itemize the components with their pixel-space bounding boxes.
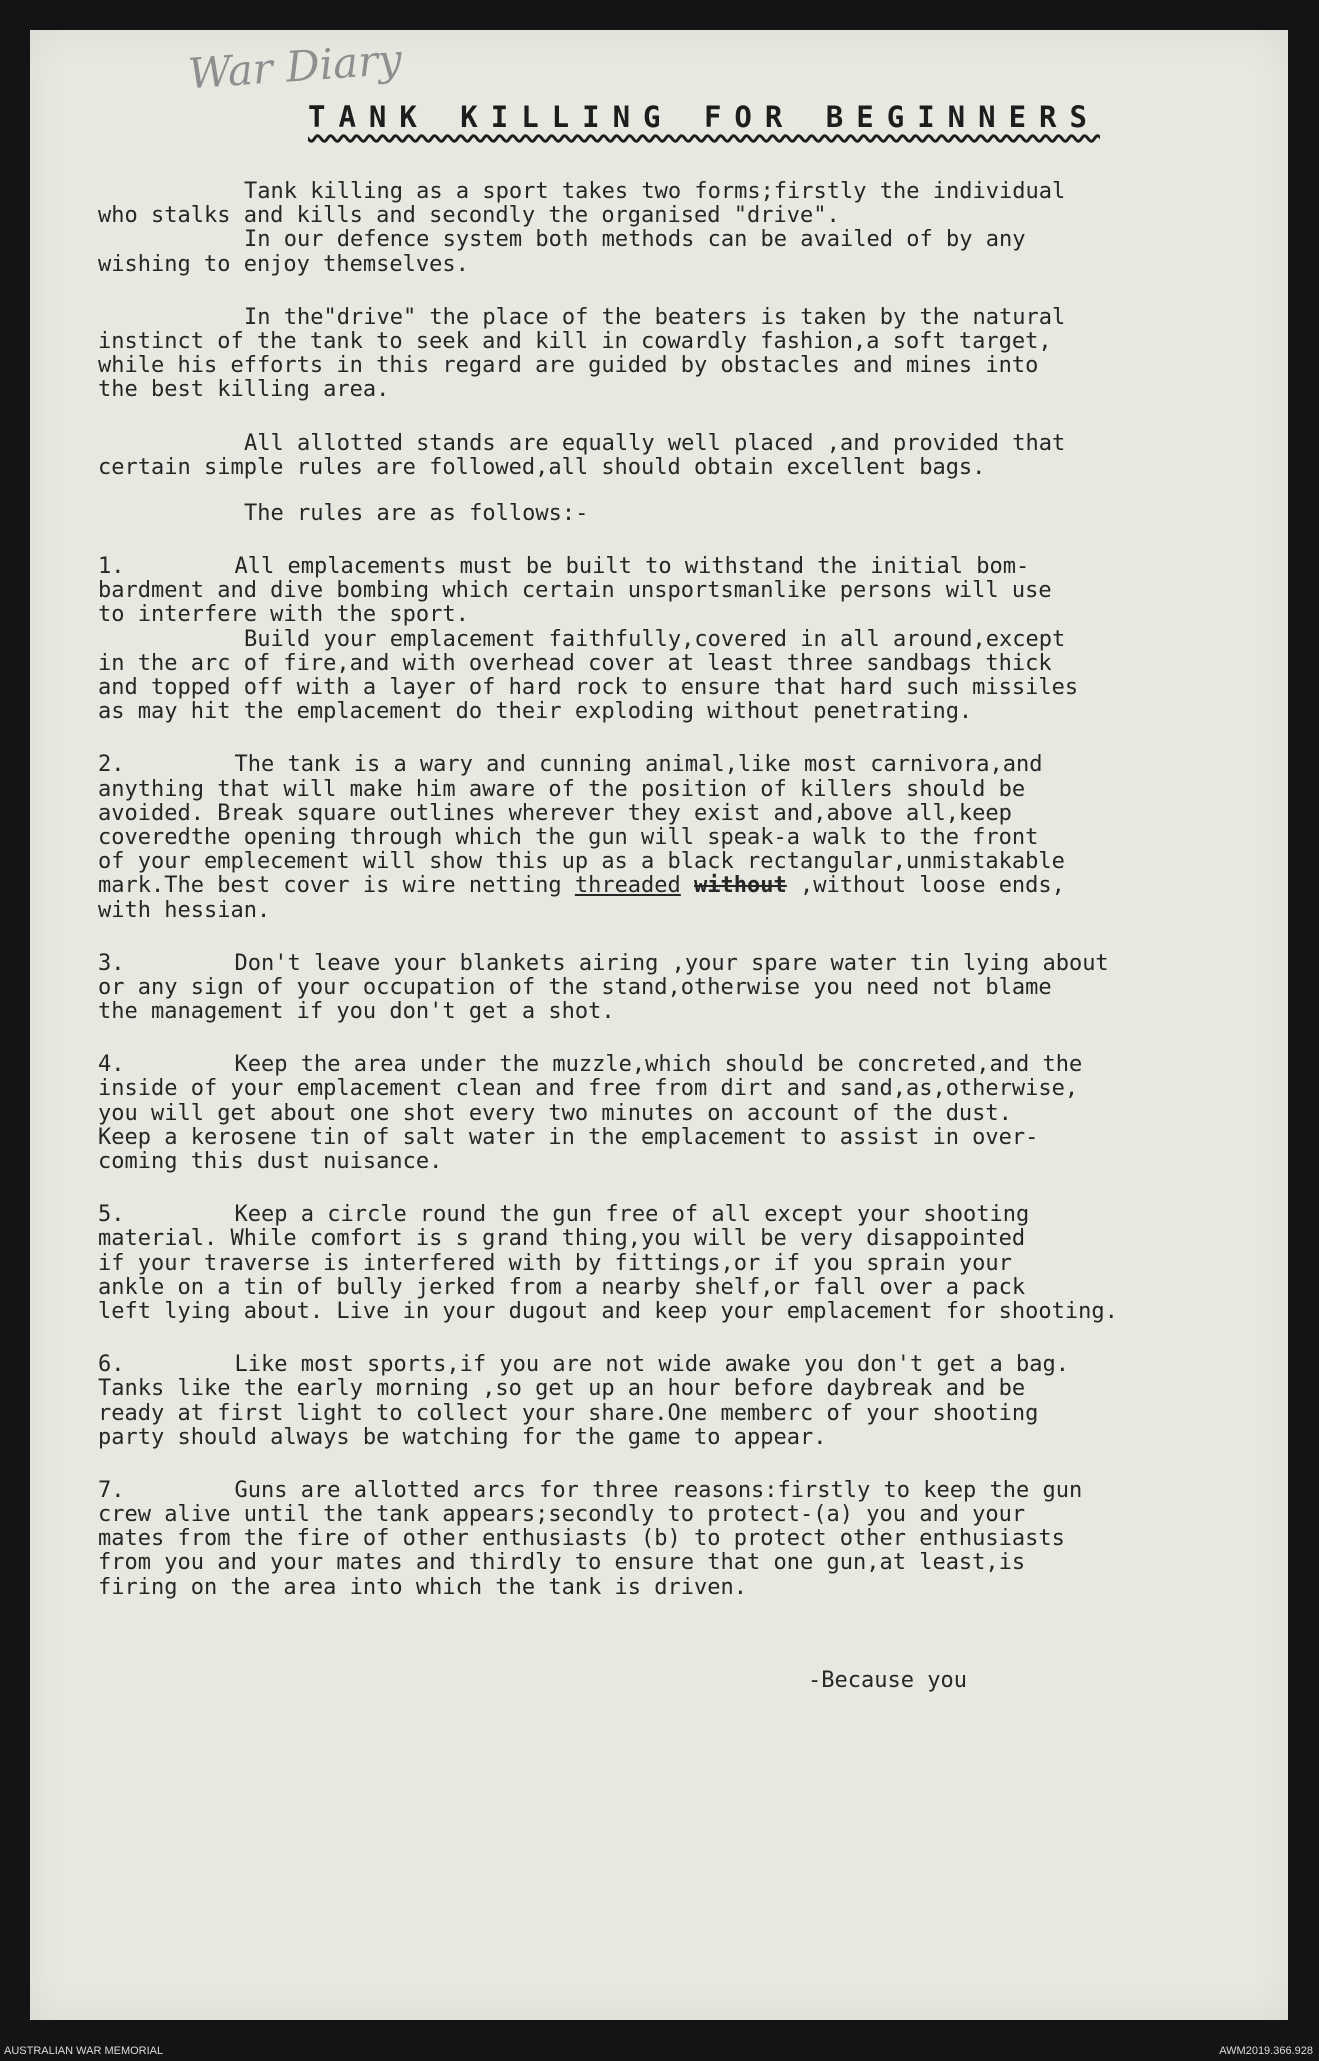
footer-institution: AUSTRALIAN WAR MEMORIAL	[4, 2045, 164, 2057]
rule-4-line: Keep a kerosene tin of salt water in the emplacement to assist in over-	[98, 1124, 1039, 1150]
rule-5-line: material. While comfort is s grand thing,you will be very disappointed	[98, 1226, 1026, 1252]
rule-6-line: 6. Like most sports,if you are not wide awake you don't get a bag.	[98, 1352, 1069, 1378]
intro-line: wishing to enjoy themselves.	[98, 251, 469, 277]
rule-7-line: mates from the fire of other enthusiasts (b) to protect other enthusiasts	[98, 1526, 1065, 1552]
rule-2-line: coveredthe opening through which the gun will speak-a walk to the front	[98, 824, 1039, 850]
intro-line: In our defence system both methods can be availed of by any	[244, 227, 1026, 253]
rule-2-line: mark.The best cover is wire netting threaded without ,without loose ends,	[98, 873, 1065, 899]
rule-5-line: ankle on a tin of bully jerked from a nearby shelf,or fall over a pack	[98, 1274, 1026, 1300]
rule-4-line: inside of your emplacement clean and free from dirt and sand,as,otherwise,	[98, 1076, 1079, 1102]
handwritten-note: War Diary	[186, 34, 404, 99]
drive-line: the best killing area.	[98, 377, 390, 403]
struck-word: without	[694, 873, 787, 899]
rule-7-line: from you and your mates and thirdly to ensure that one gun,at least,is	[98, 1550, 1026, 1576]
drive-line: instinct of the tank to seek and kill in cowardly fashion,a soft target,	[98, 328, 1052, 354]
rule-number: 3.	[98, 950, 125, 976]
rule-1-line: and topped off with a layer of hard rock to ensure that hard such missiles	[98, 675, 1079, 700]
footer-accession-number: AWM2019.366.928	[1219, 2045, 1313, 2057]
rule-2-line: anything that will make him aware of the position of killers should be	[98, 776, 1026, 802]
rule-2-line: avoided. Break square outlines wherever they exist and,above all,keep	[98, 800, 1012, 826]
rule-5-line: 5. Keep a circle round the gun free of all except your shooting	[98, 1202, 1030, 1228]
rule-1-line: to interfere with the sport.	[98, 602, 469, 628]
rule-number: 7.	[98, 1477, 125, 1503]
drive-line: while his efforts in this regard are guided by obstacles and mines into	[98, 353, 1039, 379]
rule-1-line: bardment and dive bombing which certain unsportsmanlike persons will use	[98, 578, 1052, 604]
rule-3-line: or any sign of your occupation of the stand,otherwise you need not blame	[98, 974, 1052, 1000]
signature: -Because you	[808, 1668, 967, 1693]
rule-6-line: Tanks like the early morning ,so get up an hour before daybreak and be	[98, 1376, 1026, 1402]
rules-intro: The rules are as follows:-	[244, 500, 589, 526]
rule-number: 4.	[98, 1052, 125, 1078]
rule-number: 5.	[98, 1202, 125, 1228]
rule-1-line: 1. All emplacements must be built to withstand the initial bom-	[98, 554, 1030, 580]
body-text	[98, 180, 1268, 1600]
rule-7-line: 7. Guns are allotted arcs for three reasons:firstly to keep the gun	[98, 1477, 1083, 1503]
rule-number: 1.	[98, 554, 125, 580]
rule-number: 6.	[98, 1352, 125, 1378]
rule-2-line: with hessian.	[98, 897, 271, 923]
rule-6-line: ready at first light to collect your share.One memberc of your shooting	[98, 1400, 1039, 1426]
underlined-word: threaded	[574, 873, 681, 899]
rule-7-line: crew alive until the tank appears;secondly to protect-(a) you and your	[98, 1502, 1026, 1528]
rule-5-line: if your traverse is interfered with by fittings,or if you sprain your	[98, 1250, 1012, 1276]
intro-line: Tank killing as a sport takes two forms;firstly the individual	[244, 179, 1066, 204]
rule-7-line: firing on the area into which the tank is driven.	[98, 1574, 748, 1600]
stands-line: All allotted stands are equally well placed ,and provided that	[244, 430, 1066, 456]
stands-line: certain simple rules are followed,all should obtain excellent bags.	[98, 454, 986, 480]
rule-1-line: as may hit the emplacement do their exploding without penetrating.	[98, 699, 973, 725]
rule-3-line: 3. Don't leave your blankets airing ,your spare water tin lying about	[98, 950, 1109, 976]
document-title: TANK KILLING FOR BEGINNERS	[308, 100, 1100, 134]
rule-4-line: 4. Keep the area under the muzzle,which should be concreted,and the	[98, 1052, 1083, 1078]
rule-4-line: coming this dust nuisance.	[98, 1149, 443, 1174]
rule-1-line: in the arc of fire,and with overhead cover at least three sandbags thick	[98, 650, 1052, 676]
rule-3-line: the management if you don't get a shot.	[98, 999, 615, 1025]
intro-line: who stalks and kills and secondly the organised "drive".	[98, 203, 840, 229]
rule-4-line: you will get about one shot every two minutes on account of the dust.	[98, 1100, 1012, 1126]
rule-1-line: Build your emplacement faithfully,covered in all around,except	[244, 626, 1066, 652]
rule-2-line: 2. The tank is a wary and cunning animal,like most carnivora,and	[98, 752, 1043, 778]
rule-5-line: left lying about. Live in your dugout and keep your emplacement for shooting.	[98, 1298, 1118, 1324]
rule-6-line: party should always be watching for the game to appear.	[98, 1424, 827, 1450]
rule-number: 2.	[98, 752, 125, 778]
drive-line: In the"drive" the place of the beaters is taken by the natural	[244, 304, 1066, 330]
rule-2-line: of your emplecement will show this up as a black rectangular,unmistakable	[98, 849, 1065, 875]
